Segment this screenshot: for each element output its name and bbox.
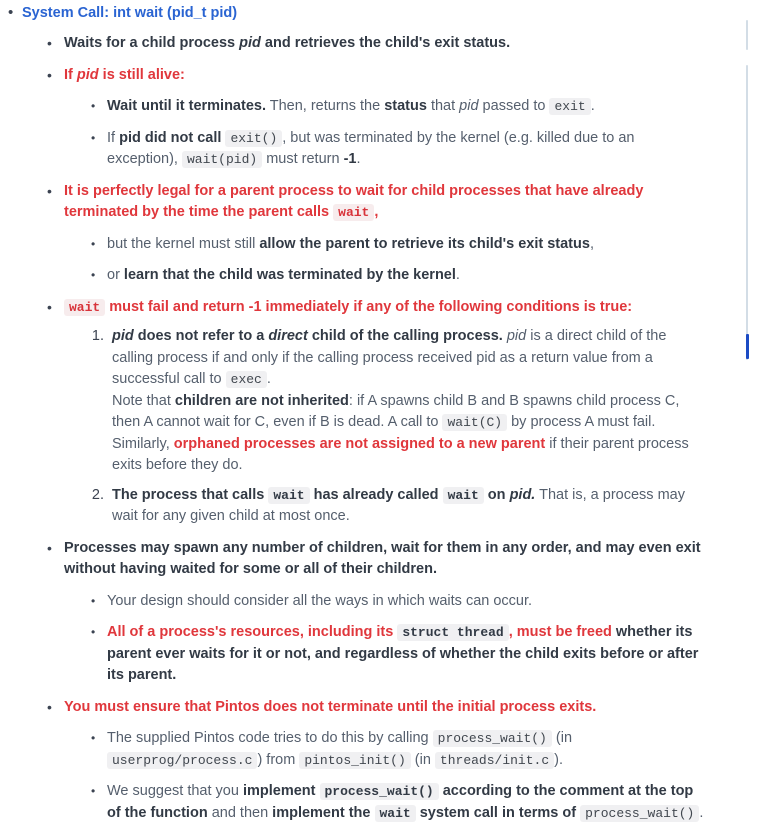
or-learn-bold: learn that the child was terminated by the kernel xyxy=(123,267,456,283)
perfectly-legal-part2: , xyxy=(374,204,379,220)
supplied-code-text xyxy=(107,730,572,768)
we-suggest-text xyxy=(107,783,703,821)
or-learn-text xyxy=(107,267,460,283)
outline-rail-segment[interactable] xyxy=(746,20,748,50)
code-struct-thread: struct thread xyxy=(397,624,508,641)
code-wait-already: wait xyxy=(443,487,484,504)
cond1-part5: . xyxy=(266,371,271,387)
processes-may-spawn-text: Processes may spawn any number of children, wait for them in any order, and may even exit without having waited for some or all of their children. xyxy=(64,539,701,577)
cond1-sim-part1: Similarly, xyxy=(112,435,174,452)
supplied-part1: The supplied Pintos code tries to do this by calling xyxy=(107,730,433,746)
code-process-wait-2: process_wait() xyxy=(580,805,699,822)
we-suggest-bold3: implement the xyxy=(272,804,375,821)
list-item-or-learn xyxy=(85,265,706,287)
wait-until-pid: pid xyxy=(459,98,479,114)
if-pid-alive-sublist xyxy=(64,96,706,171)
cond1-part3: pid xyxy=(502,328,527,344)
or-learn-part1: or xyxy=(107,267,124,283)
outline-rail[interactable] xyxy=(746,0,749,828)
code-threads-init-c: threads/init.c xyxy=(435,752,554,769)
list-item-perfectly-legal xyxy=(43,181,706,287)
all-resources-text xyxy=(107,624,698,683)
wait-until-status: status xyxy=(384,98,427,114)
we-suggest-bold1: implement xyxy=(242,783,320,799)
perfectly-legal-text xyxy=(64,183,643,221)
must-fail-part1: must fail and return -1 immediately if any of the following conditions is true: xyxy=(105,298,633,315)
cond1-pid: pid xyxy=(112,328,134,344)
list-item-pid-did-not-call-exit xyxy=(85,128,706,171)
cond1-part4: is a direct child of the calling process if and only if the calling process received pid as a return value from a successful call to xyxy=(112,328,667,387)
list-item-must-ensure xyxy=(43,697,706,825)
cond1-orphaned-highlight: orphaned processes are not assigned to a new parent xyxy=(173,435,546,452)
we-suggest-part2: and then xyxy=(207,804,273,821)
we-suggest-part3: . xyxy=(699,804,704,821)
if-pid-alive-text xyxy=(64,67,185,83)
code-exit: exit xyxy=(549,98,590,115)
we-suggest-bold4: system call in terms of xyxy=(415,804,581,821)
but-kernel-part2: , xyxy=(589,235,594,252)
code-wait-must-fail: wait xyxy=(64,299,105,316)
processes-spawn-sublist xyxy=(64,591,706,687)
waits-for-child-pid: pid xyxy=(239,35,261,51)
cond1-note-bold: children are not inherited xyxy=(174,392,349,409)
cond2-pid: pid. xyxy=(509,486,536,503)
cond2-part4: That is, a process may wait for any given child at most once. xyxy=(112,486,685,524)
did-not-call-exit-text xyxy=(107,130,634,168)
perfectly-legal-sublist xyxy=(64,234,706,287)
wait-until-part3: passed to xyxy=(478,98,550,114)
list-item-supplied-code xyxy=(85,728,706,771)
cond1-sim-part2: if their parent process exits before they do. xyxy=(112,435,689,473)
wait-until-text xyxy=(107,98,595,114)
or-learn-part2: . xyxy=(455,267,460,283)
conditions-list xyxy=(64,326,706,528)
list-item-we-suggest xyxy=(85,781,706,824)
cond1-direct: direct xyxy=(268,328,308,344)
but-kernel-text xyxy=(107,236,594,252)
did-not-call-part4: . xyxy=(356,151,361,167)
cond1-text xyxy=(112,328,666,387)
cond1-note-text xyxy=(112,393,679,431)
list-item-processes-may-spawn xyxy=(43,538,706,687)
outline-rail-active-segment[interactable] xyxy=(746,334,749,359)
cond1-note-part1: Note that xyxy=(112,392,175,409)
code-exit-call: exit() xyxy=(225,130,282,147)
code-wait-c: wait(C) xyxy=(442,414,507,431)
code-process-wait: process_wait() xyxy=(433,730,552,747)
code-wait-legal: wait xyxy=(333,204,374,221)
must-ensure-text: You must ensure that Pintos does not terminate until the initial process exits. xyxy=(64,698,597,715)
supplied-part3: ) from xyxy=(257,751,300,768)
did-not-call-part1: If xyxy=(107,129,120,146)
did-not-call-part2: , but was terminated by the kernel (e.g. killed due to an exception), xyxy=(107,129,635,167)
code-process-wait-1: process_wait() xyxy=(320,783,439,800)
wait-until-part1: Then, returns the xyxy=(265,98,385,114)
condition-item-2 xyxy=(86,485,706,528)
code-exec: exec xyxy=(226,371,267,388)
all-resources-dark: whether its parent ever waits for it or not, and regardless of whether the child exits before or after its parent. xyxy=(107,624,699,683)
cond1-part2: child of the calling process. xyxy=(307,328,503,344)
code-wait-syscall: wait xyxy=(375,805,416,822)
wait-until-bold: Wait until it terminates. xyxy=(107,98,266,114)
top-level-list xyxy=(0,4,706,824)
supplied-part5: ). xyxy=(554,751,563,768)
must-ensure-sublist xyxy=(64,728,706,824)
outline-rail-segment[interactable] xyxy=(746,65,748,360)
code-wait-pid: wait(pid) xyxy=(182,151,262,168)
supplied-part4: (in xyxy=(410,751,435,768)
but-kernel-bold: allow the parent to retrieve its child's exit status xyxy=(259,235,590,252)
cond1-part1: does not refer to a xyxy=(133,328,269,344)
did-not-call-bold: pid did not call xyxy=(119,129,222,146)
system-call-sublist xyxy=(22,33,706,824)
list-item-waits-for-child xyxy=(43,33,706,55)
we-suggest-bold2: according to the comment at the top of the function xyxy=(107,783,694,821)
if-pid-alive-part1: If xyxy=(64,66,77,83)
wait-until-part4: . xyxy=(590,98,595,114)
all-resources-red2: , must be freed xyxy=(508,624,612,640)
list-item-must-fail xyxy=(43,297,706,528)
code-pintos-init: pintos_init() xyxy=(299,752,410,769)
if-pid-alive-pid: pid xyxy=(76,66,99,83)
cond2-part3: on xyxy=(483,486,510,503)
condition-item-1 xyxy=(86,326,706,477)
system-call-heading-link[interactable]: System Call: int wait (pid_t pid) xyxy=(22,5,238,21)
perfectly-legal-part1: It is perfectly legal for a parent process to wait for child processes that have already terminated by the time the parent calls xyxy=(64,182,644,220)
cond1-similarly-text xyxy=(112,436,689,474)
but-kernel-part1: but the kernel must still xyxy=(107,235,260,252)
we-suggest-part1: We suggest that you xyxy=(107,783,243,799)
list-item-system-call xyxy=(0,4,706,824)
list-item-all-resources xyxy=(85,622,706,687)
list-item-but-kernel xyxy=(85,234,706,256)
cond2-text xyxy=(112,487,685,525)
cond2-part1: The process that calls xyxy=(112,486,269,503)
minus-one-value: -1 xyxy=(343,151,357,167)
list-item-wait-until-terminates xyxy=(85,96,706,118)
wait-until-part2: that xyxy=(426,98,460,114)
cond1-note-part3: by process A must fail. xyxy=(507,414,656,430)
did-not-call-part3: must return xyxy=(262,151,344,167)
your-design-text: Your design should consider all the ways in which waits can occur. xyxy=(107,592,533,609)
supplied-part2: (in xyxy=(551,730,573,746)
list-item-if-pid-alive xyxy=(43,65,706,171)
cond2-part2: has already called xyxy=(309,486,443,503)
all-resources-red1: All of a process's resources, including its xyxy=(107,624,398,640)
list-item-your-design xyxy=(85,591,706,613)
waits-for-child-part1: Waits for a child process xyxy=(64,35,240,51)
waits-for-child-text xyxy=(64,35,510,51)
code-wait-calls: wait xyxy=(268,487,309,504)
code-userprog-process-c: userprog/process.c xyxy=(107,752,257,769)
must-fail-text xyxy=(64,299,632,315)
cond1-note-part2: : if A spawns child B and B spawns child process C, then A cannot wait for C, even if B is dead. A call to xyxy=(112,392,680,430)
waits-for-child-part2: and retrieves the child's exit status. xyxy=(260,35,511,51)
if-pid-alive-part2: is still alive: xyxy=(98,66,185,83)
